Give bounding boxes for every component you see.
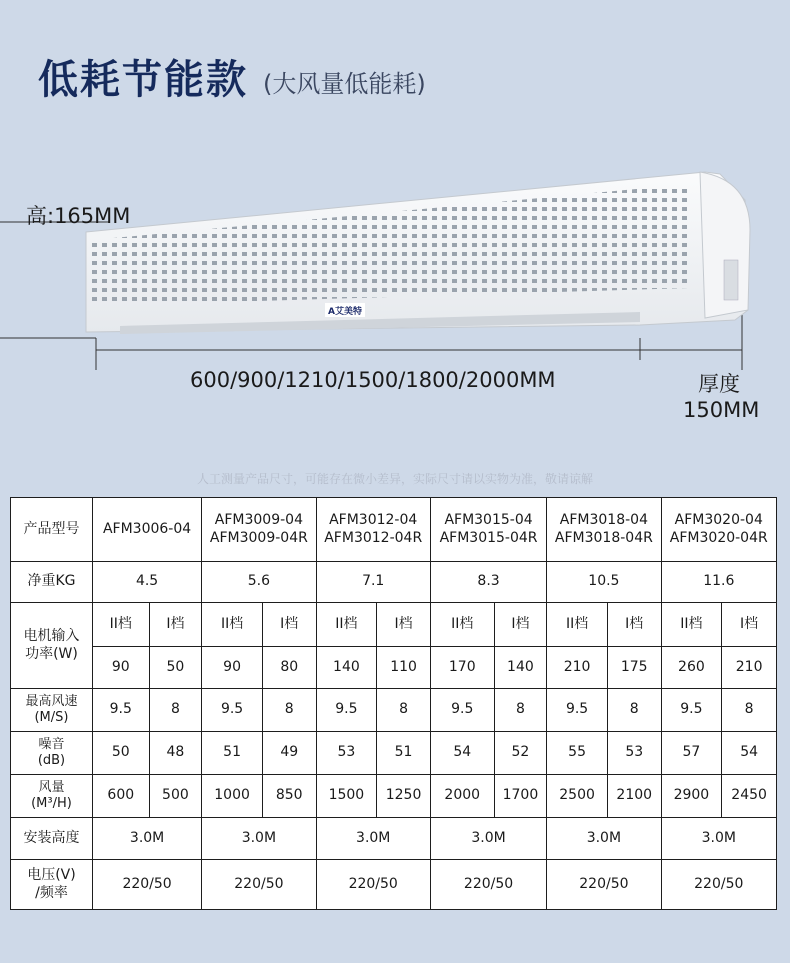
row-airflow xyxy=(11,775,777,818)
airflow-hi-cell: 2500 xyxy=(547,775,608,818)
weight-cell: 5.6 xyxy=(202,562,316,603)
page-subtitle: (大风量低能耗) xyxy=(263,70,426,98)
airflow-hi-cell: 2000 xyxy=(430,775,494,818)
gear-hi-label: II档 xyxy=(661,603,722,647)
power-hi-cell: 90 xyxy=(92,647,149,689)
noise-hi-cell: 51 xyxy=(202,732,263,775)
row-model xyxy=(11,498,777,562)
label-weight: 净重KG xyxy=(11,562,93,603)
label-power: 电机输入 功率(W) xyxy=(11,603,93,689)
label-noise: 噪音 (dB) xyxy=(11,732,93,775)
weight-cell: 7.1 xyxy=(316,562,430,603)
power-hi-cell: 140 xyxy=(316,647,377,689)
spec-table xyxy=(10,497,777,910)
row-weight xyxy=(11,562,777,603)
install-cell: 3.0M xyxy=(202,818,316,860)
voltage-cell: 220/50 xyxy=(547,860,661,910)
airflow-lo-cell: 500 xyxy=(149,775,202,818)
speed-hi-cell: 9.5 xyxy=(316,689,377,732)
noise-hi-cell: 54 xyxy=(430,732,494,775)
voltage-cell: 220/50 xyxy=(316,860,430,910)
row-speed xyxy=(11,689,777,732)
width-dimension: 600/900/1210/1500/1800/2000MM xyxy=(190,368,556,392)
power-lo-cell: 110 xyxy=(377,647,431,689)
noise-hi-cell: 50 xyxy=(92,732,149,775)
noise-hi-cell: 57 xyxy=(661,732,722,775)
speed-lo-cell: 8 xyxy=(607,689,661,732)
install-cell: 3.0M xyxy=(430,818,546,860)
noise-lo-cell: 51 xyxy=(377,732,431,775)
speed-hi-cell: 9.5 xyxy=(202,689,263,732)
power-hi-cell: 90 xyxy=(202,647,263,689)
gear-lo-label: I档 xyxy=(607,603,661,647)
model-cell: AFM3020-04 AFM3020-04R xyxy=(661,498,776,562)
speed-lo-cell: 8 xyxy=(377,689,431,732)
gear-lo-label: I档 xyxy=(722,603,777,647)
brand-logo: A艾美特 xyxy=(328,307,362,317)
row-noise xyxy=(11,732,777,775)
speed-lo-cell: 8 xyxy=(494,689,547,732)
speed-hi-cell: 9.5 xyxy=(92,689,149,732)
power-lo-cell: 175 xyxy=(607,647,661,689)
noise-hi-cell: 53 xyxy=(316,732,377,775)
speed-lo-cell: 8 xyxy=(722,689,777,732)
noise-lo-cell: 49 xyxy=(262,732,316,775)
noise-lo-cell: 53 xyxy=(607,732,661,775)
noise-lo-cell: 48 xyxy=(149,732,202,775)
speed-hi-cell: 9.5 xyxy=(547,689,608,732)
gear-hi-label: II档 xyxy=(92,603,149,647)
gear-hi-label: II档 xyxy=(430,603,494,647)
install-cell: 3.0M xyxy=(547,818,661,860)
label-airflow: 风量 (M³/H) xyxy=(11,775,93,818)
gear-lo-label: I档 xyxy=(149,603,202,647)
gear-lo-label: I档 xyxy=(494,603,547,647)
noise-hi-cell: 55 xyxy=(547,732,608,775)
model-cell: AFM3018-04 AFM3018-04R xyxy=(547,498,661,562)
row-power xyxy=(11,647,777,689)
voltage-cell: 220/50 xyxy=(661,860,776,910)
weight-cell: 8.3 xyxy=(430,562,546,603)
weight-cell: 10.5 xyxy=(547,562,661,603)
airflow-lo-cell: 1250 xyxy=(377,775,431,818)
row-gear xyxy=(11,603,777,647)
speed-hi-cell: 9.5 xyxy=(430,689,494,732)
power-lo-cell: 140 xyxy=(494,647,547,689)
speed-lo-cell: 8 xyxy=(149,689,202,732)
power-lo-cell: 210 xyxy=(722,647,777,689)
voltage-cell: 220/50 xyxy=(92,860,201,910)
gear-lo-label: I档 xyxy=(377,603,431,647)
measurement-note: 人工测量产品尺寸，可能存在微小差异，实际尺寸请以实物为准，敬请谅解 xyxy=(196,472,593,486)
power-hi-cell: 170 xyxy=(430,647,494,689)
voltage-cell: 220/50 xyxy=(430,860,546,910)
airflow-lo-cell: 850 xyxy=(262,775,316,818)
install-cell: 3.0M xyxy=(661,818,776,860)
gear-hi-label: II档 xyxy=(316,603,377,647)
weight-cell: 4.5 xyxy=(92,562,201,603)
power-lo-cell: 50 xyxy=(149,647,202,689)
airflow-lo-cell: 2100 xyxy=(607,775,661,818)
gear-hi-label: II档 xyxy=(202,603,263,647)
power-lo-cell: 80 xyxy=(262,647,316,689)
airflow-lo-cell: 2450 xyxy=(722,775,777,818)
install-cell: 3.0M xyxy=(92,818,201,860)
speed-lo-cell: 8 xyxy=(262,689,316,732)
power-hi-cell: 210 xyxy=(547,647,608,689)
depth-value: 150MM xyxy=(683,398,760,422)
voltage-cell: 220/50 xyxy=(202,860,316,910)
label-install: 安装高度 xyxy=(11,818,93,860)
model-cell: AFM3012-04 AFM3012-04R xyxy=(316,498,430,562)
gear-lo-label: I档 xyxy=(262,603,316,647)
height-dimension: 高:165MM xyxy=(26,204,131,228)
depth-label: 厚度 xyxy=(698,372,740,396)
page-title: 低耗节能款 xyxy=(38,57,248,103)
model-cell: AFM3009-04 AFM3009-04R xyxy=(202,498,316,562)
airflow-hi-cell: 600 xyxy=(92,775,149,818)
label-model: 产品型号 xyxy=(11,498,93,562)
model-cell: AFM3006-04 xyxy=(92,498,201,562)
noise-lo-cell: 54 xyxy=(722,732,777,775)
speed-hi-cell: 9.5 xyxy=(661,689,722,732)
airflow-lo-cell: 1700 xyxy=(494,775,547,818)
row-install xyxy=(11,818,777,860)
airflow-hi-cell: 2900 xyxy=(661,775,722,818)
airflow-hi-cell: 1500 xyxy=(316,775,377,818)
airflow-hi-cell: 1000 xyxy=(202,775,263,818)
row-voltage xyxy=(11,860,777,910)
power-hi-cell: 260 xyxy=(661,647,722,689)
install-cell: 3.0M xyxy=(316,818,430,860)
model-cell: AFM3015-04 AFM3015-04R xyxy=(430,498,546,562)
label-voltage: 电压(V) /频率 xyxy=(11,860,93,910)
gear-hi-label: II档 xyxy=(547,603,608,647)
label-speed: 最高风速 (M/S) xyxy=(11,689,93,732)
noise-lo-cell: 52 xyxy=(494,732,547,775)
weight-cell: 11.6 xyxy=(661,562,776,603)
air-curtain-unit-image xyxy=(0,160,790,370)
